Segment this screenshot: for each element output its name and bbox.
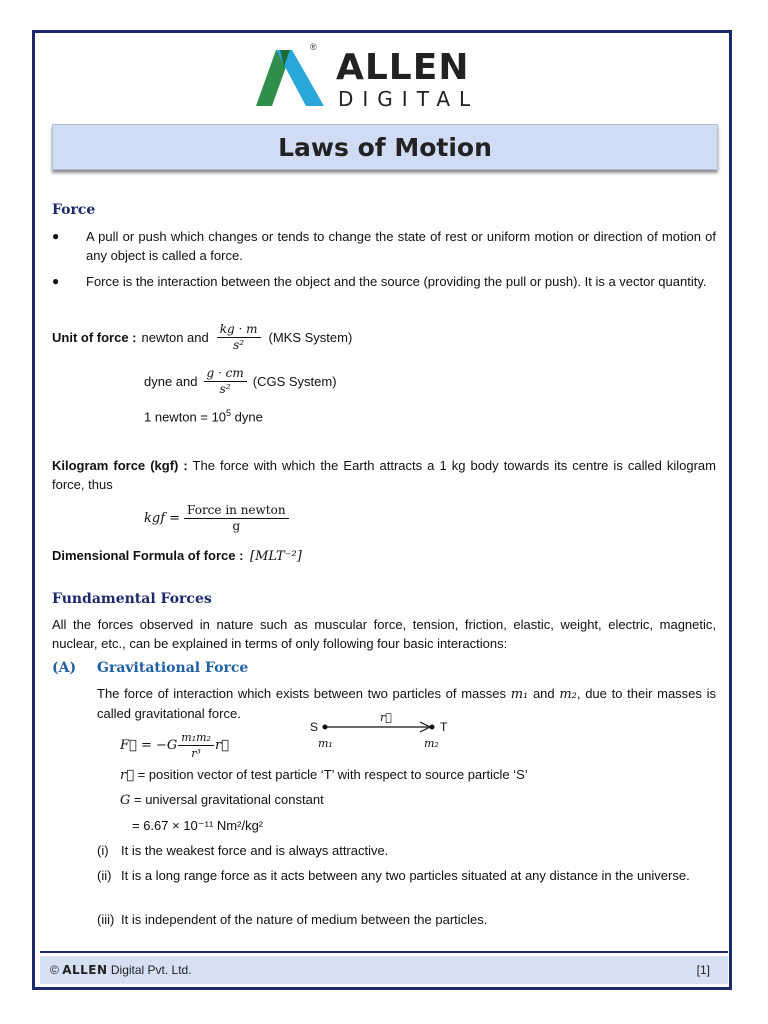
newton-text: newton and xyxy=(141,329,209,345)
mks-numerator: kg · m xyxy=(217,322,261,338)
formula-r-vector: r⃗ xyxy=(214,737,229,753)
grav-and: and xyxy=(528,686,560,701)
point-number: (i) xyxy=(97,843,109,858)
mks-label: (MKS System) xyxy=(268,329,353,345)
fundamental-forces-text: All the forces observed in nature such as muscular force, tension, friction, elastic, weight, electric, magnetic, nuclear, etc., can be explained in terms of only following four basic interactions: xyxy=(52,617,716,651)
page-title: Laws of Motion xyxy=(278,132,492,162)
formula-denominator: r³ xyxy=(191,746,201,760)
force-interaction-text: Force is the interaction between the object and the source (providing the pull or push). It is a vector quantity. xyxy=(86,274,707,289)
gravitational-formula xyxy=(120,727,229,763)
page-footer xyxy=(40,956,728,984)
logo-sub-text: DIGITAL xyxy=(338,87,480,111)
point-text: It is independent of the nature of medium between the particles. xyxy=(121,912,488,927)
grav-text-a: The force of interaction which exists between two particles of masses xyxy=(97,686,511,701)
point-number: (ii) xyxy=(97,868,112,883)
footer-brand: ALLEN xyxy=(62,963,108,977)
source-test-diagram xyxy=(308,708,458,752)
relation-right: dyne xyxy=(231,409,263,425)
diagram-label-s: S xyxy=(310,720,319,734)
kgf-formula xyxy=(144,498,289,538)
r-vector-definition xyxy=(120,765,528,785)
g-value: = 6.67 × 10⁻¹¹ Nm²/kg² xyxy=(132,818,264,833)
dyne-row xyxy=(144,361,337,401)
footer-copyright xyxy=(50,963,192,977)
kgf-fraction xyxy=(184,503,289,534)
mass-m2: m₂ xyxy=(559,687,577,702)
gravitational-marker: (A) xyxy=(52,660,77,676)
diagram-label-m1: m₁ xyxy=(318,737,333,750)
kgf-numerator: Force in newton xyxy=(184,503,289,519)
point-number: (iii) xyxy=(97,912,115,927)
diagram-label-r: r⃗ xyxy=(380,711,392,724)
grav-text-b: , due to their masses is called gravitational force. xyxy=(97,686,716,721)
kgf-text: The force with which the Earth attracts a 1 kg body towards its centre is called kilogram force, thus xyxy=(52,458,716,492)
g-symbol: G xyxy=(120,793,131,808)
dyne-text: dyne and xyxy=(144,373,198,389)
mass-m1: m₁ xyxy=(510,687,529,702)
cgs-fraction xyxy=(204,366,247,397)
kgf-paragraph xyxy=(52,456,716,494)
g-def-text: = universal gravitational constant xyxy=(130,792,324,807)
copyright-symbol: © xyxy=(50,963,59,977)
relation-left: 1 newton = 10 xyxy=(144,409,227,425)
footer-divider xyxy=(40,951,728,953)
mks-denominator: s² xyxy=(233,337,245,352)
kgf-label: Kilogram force (kgf) : xyxy=(52,458,188,473)
unit-of-force-label: Unit of force : xyxy=(52,329,137,345)
allen-digital-logo xyxy=(254,44,514,110)
cgs-numerator: g · cm xyxy=(204,366,247,382)
page-number: [1] xyxy=(696,963,710,977)
section-heading-fundamental-forces: Fundamental Forces xyxy=(52,591,212,607)
force-definition: A pull or push which changes or tends to change the state of rest or uniform motion or direction of motion of any object is called a force. xyxy=(86,229,716,263)
dimensional-label: Dimensional Formula of force : xyxy=(52,548,244,563)
r-def-text: = position vector of test particle ‘T’ with respect to source particle ‘S’ xyxy=(134,767,528,782)
dimensional-formula xyxy=(52,546,302,566)
footer-company: Digital Pvt. Ltd. xyxy=(110,963,192,977)
dimensional-value: [MLT⁻²] xyxy=(250,549,302,564)
cgs-denominator: s² xyxy=(219,381,231,396)
g-definition xyxy=(120,790,324,810)
point-text: It is a long range force as it acts between any two particles situated at any distance in the universe. xyxy=(121,868,690,883)
formula-lhs: F⃗ = −G xyxy=(120,737,178,753)
unit-of-force-row xyxy=(52,317,352,357)
diagram-label-m2: m₂ xyxy=(424,737,439,750)
bullet-icon: ● xyxy=(52,229,60,243)
newton-dyne-relation xyxy=(144,404,263,426)
registered-mark: ® xyxy=(310,42,317,52)
diagram-arrow xyxy=(322,721,452,733)
r-def-symbol: r⃗ xyxy=(120,768,135,783)
section-heading-force: Force xyxy=(52,202,96,218)
formula-numerator: m₁m₂ xyxy=(178,730,214,746)
allen-logo-icon xyxy=(254,44,330,106)
title-banner xyxy=(52,124,718,170)
logo-brand-text: ALLEN xyxy=(336,47,470,88)
gravitational-heading: Gravitational Force xyxy=(97,660,249,676)
kgf-lhs: kgf = xyxy=(144,510,181,526)
kgf-denominator: g xyxy=(232,518,241,533)
diagram-label-t: T xyxy=(440,720,448,734)
mks-fraction xyxy=(217,322,261,353)
cgs-label: (CGS System) xyxy=(252,373,337,389)
relation-exponent: 5 xyxy=(226,408,232,418)
point-text: It is the weakest force and is always attractive. xyxy=(121,843,389,858)
bullet-icon: ● xyxy=(52,274,60,288)
formula-fraction xyxy=(178,730,214,761)
